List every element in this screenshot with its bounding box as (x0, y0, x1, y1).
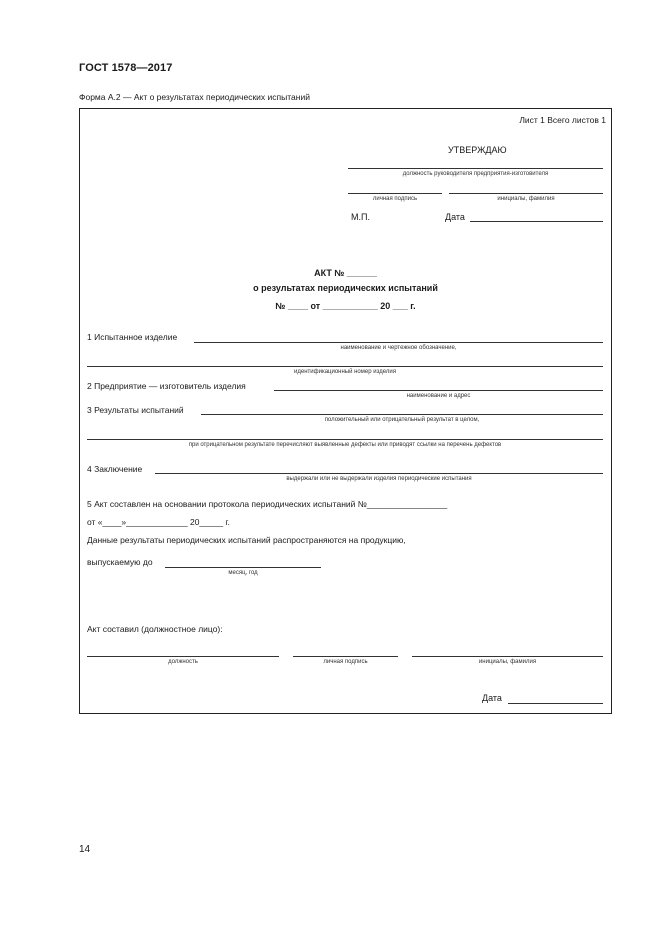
approval-date-label: Дата (445, 212, 465, 222)
manufacturer-line (274, 390, 603, 391)
results-label: 3 Результаты испытаний (87, 405, 184, 415)
product-line (194, 342, 603, 343)
product-hint: наименование и чертежное обозначение, (340, 345, 457, 351)
approval-name-line (449, 193, 603, 194)
compiler-signature-line (293, 656, 398, 657)
defects-hint: при отрицательном результате перечисляют выявленные дефекты или приводят ссылки на перечень дефектов (188, 442, 502, 448)
protocol-text: 5 Акт составлен на основании протокола периодических испытаний №_________________ (87, 499, 448, 509)
released-line (165, 567, 321, 568)
approval-position-line (348, 168, 603, 169)
compiler-position-line (87, 656, 279, 657)
released-label: выпускаемую до (87, 557, 153, 567)
approval-signature-hint: личная подпись (372, 196, 418, 202)
compiler-position-hint: должность (168, 659, 198, 665)
compiler-name-hint: инициалы, фамилия (478, 659, 537, 665)
results-line (201, 414, 603, 415)
act-subtitle: о результатах периодических испытаний (253, 283, 438, 293)
conclusion-line (155, 473, 603, 474)
approval-position-hint: должность руководителя предприятия-изготовителя (402, 171, 549, 177)
extend-text: Данные результаты периодических испытаний распространяются на продукцию, (87, 535, 406, 545)
approval-title: УТВЕРЖДАЮ (448, 145, 507, 155)
compiler-date-line (508, 703, 603, 704)
compiler-signature-hint: личная подпись (323, 659, 368, 665)
manufacturer-hint: наименование и адрес (406, 393, 471, 399)
compiler-label: Акт составил (должностное лицо): (87, 624, 223, 634)
approval-signature-line (348, 193, 442, 194)
compiler-date-label: Дата (482, 693, 502, 703)
document-standard-title: ГОСТ 1578—2017 (79, 62, 173, 74)
protocol-date: от «____»_____________ 20_____ г. (87, 517, 230, 527)
form-caption: Форма А.2 — Акт о результатах периодических испытаний (79, 92, 310, 102)
defects-line (87, 439, 603, 440)
approval-date-line (470, 221, 603, 222)
product-id-line (87, 366, 603, 367)
page-number: 14 (79, 844, 91, 855)
conclusion-hint: выдержали или не выдержали изделия периодические испытания (286, 476, 472, 482)
product-label: 1 Испытанное изделие (87, 332, 178, 342)
act-number-line: № ____ от ___________ 20 ___ г. (275, 301, 416, 311)
manufacturer-label: 2 Предприятие — изготовитель изделия (87, 381, 246, 391)
approval-name-hint: инициалы, фамилия (497, 196, 555, 202)
act-title: АКТ № ______ (314, 268, 377, 278)
compiler-name-line (412, 656, 603, 657)
results-hint: положительный или отрицательный результат в целом, (324, 417, 480, 423)
sheet-info: Лист 1 Всего листов 1 (519, 115, 606, 125)
product-id-hint: идентификационный номер изделия (294, 369, 396, 375)
released-hint: месяц, год (228, 570, 258, 576)
conclusion-label: 4 Заключение (87, 464, 143, 474)
seal-label: М.П. (351, 212, 370, 222)
